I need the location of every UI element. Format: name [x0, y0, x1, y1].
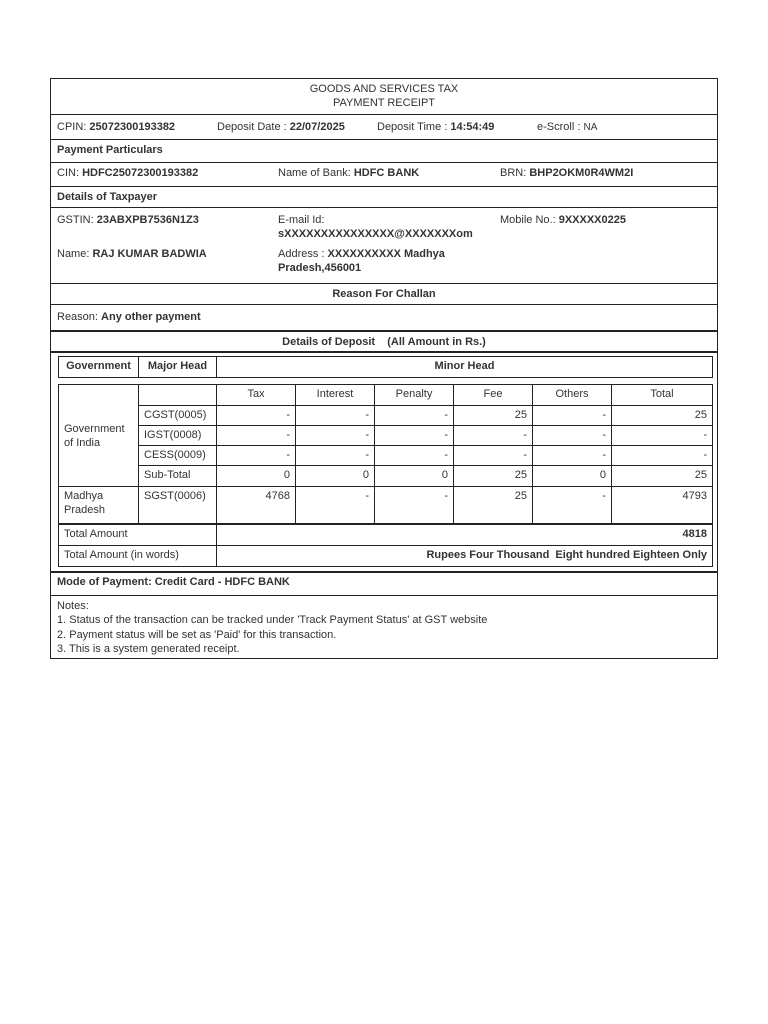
reason-label: Reason:	[57, 311, 98, 323]
total-amount-label: Total Amount	[59, 525, 217, 546]
bank-field	[278, 166, 419, 180]
cess-tax: -	[217, 446, 296, 466]
group1-line2: of India	[64, 437, 101, 449]
subcol-others: Others	[533, 385, 612, 406]
deposit-header-table	[58, 356, 713, 378]
cess-interest: -	[296, 446, 375, 466]
deposit-heading: Details of Deposit (All Amount in Rs.)	[282, 336, 486, 348]
challan-heading: Reason For Challan	[332, 288, 436, 300]
reason-field	[57, 310, 201, 324]
igst-interest: -	[296, 426, 375, 446]
brn-field	[500, 166, 633, 180]
subtotal-total: 25	[612, 466, 712, 487]
subcol-penalty: Penalty	[375, 385, 454, 406]
name-field	[57, 247, 207, 261]
escroll-field	[537, 120, 597, 135]
cin-value: HDFC25072300193382	[82, 167, 199, 179]
col-major-head: Major Head	[139, 357, 217, 377]
sgst-interest: -	[296, 487, 375, 523]
igst-others: -	[533, 426, 612, 446]
deposit-time-value: 14:54:49	[450, 121, 495, 133]
name-value: RAJ KUMAR BADWIA	[92, 248, 207, 260]
sgst-tax: 4768	[217, 487, 296, 523]
brn-value: BHP2OKM0R4WM2I	[529, 167, 634, 179]
taxpayer-heading: Details of Taxpayer	[57, 191, 158, 203]
name-label: Name:	[57, 248, 90, 260]
cgst-total: 25	[612, 406, 712, 426]
address-label: Address :	[278, 248, 325, 260]
note-item-1: 1. Status of the transaction can be tracked under 'Track Payment Status' at GST website	[57, 614, 488, 626]
subtotal-others: 0	[533, 466, 612, 487]
mode-label: Mode of Payment:	[57, 576, 152, 588]
igst-tax: -	[217, 426, 296, 446]
deposit-date-label: Deposit Date :	[217, 121, 287, 133]
brn-label: BRN:	[500, 167, 527, 179]
notes-heading: Notes:	[57, 600, 89, 612]
gstin-field	[57, 213, 199, 227]
cpin-field	[57, 120, 175, 134]
payment-particulars-heading: Payment Particulars	[57, 144, 163, 156]
group-madhya-pradesh	[59, 487, 139, 523]
subcol-tax: Tax	[217, 385, 296, 406]
subcol-fee: Fee	[454, 385, 533, 406]
gstin-label: GSTIN:	[57, 214, 94, 226]
group2-line1: Madhya	[64, 490, 104, 502]
cin-field	[57, 166, 198, 180]
cgst-others: -	[533, 406, 612, 426]
deposit-date-value: 22/07/2025	[289, 121, 345, 133]
address-line1: XXXXXXXXXX Madhya	[327, 248, 445, 260]
head-subtotal: Sub-Total	[139, 466, 217, 487]
escroll-value: NA	[583, 122, 598, 133]
address-field	[278, 247, 445, 261]
subtotal-interest: 0	[296, 466, 375, 487]
mobile-value: 9XXXXX0225	[558, 214, 626, 226]
gstin-value: 23ABXPB7536N1Z3	[96, 214, 199, 226]
deposit-time-field	[377, 120, 494, 134]
subtotal-tax: 0	[217, 466, 296, 487]
sgst-total: 4793	[682, 490, 707, 502]
sgst-fee: 25	[454, 487, 533, 523]
cess-total: -	[612, 446, 712, 466]
address-line2: Pradesh,456001	[278, 262, 362, 274]
head-cess: CESS(0009)	[139, 446, 217, 466]
cgst-penalty: -	[375, 406, 454, 426]
sgst-others: -	[533, 487, 612, 523]
mode-value: Credit Card - HDFC BANK	[154, 576, 290, 588]
total-words-label: Total Amount (in words)	[59, 546, 217, 566]
note-item-3: 3. This is a system generated receipt.	[57, 643, 240, 655]
escroll-label: e-Scroll :	[537, 121, 581, 133]
blank-cell	[59, 385, 139, 406]
cgst-tax: -	[217, 406, 296, 426]
totals-table	[58, 524, 713, 567]
cpin-label: CPIN:	[57, 121, 87, 133]
receipt-title: GOODS AND SERVICES TAX	[309, 83, 459, 95]
subcol-interest: Interest	[296, 385, 375, 406]
bank-label: Name of Bank:	[278, 167, 351, 179]
head-igst: IGST(0008)	[139, 426, 217, 446]
total-words-value: Rupees Four Thousand Eight hundred Eighteen Only	[426, 549, 707, 561]
cess-penalty: -	[375, 446, 454, 466]
email-value: sXXXXXXXXXXXXXXX@XXXXXXXom	[278, 228, 473, 240]
reason-value: Any other payment	[101, 311, 201, 323]
col-government: Government	[59, 357, 139, 377]
deposit-date-field	[217, 120, 345, 134]
head-cgst: CGST(0005)	[139, 406, 217, 426]
payment-receipt	[50, 78, 718, 659]
cgst-fee: 25	[454, 406, 533, 426]
head-sgst: SGST(0006)	[139, 487, 217, 523]
receipt-subtitle: PAYMENT RECEIPT	[332, 97, 436, 109]
deposit-table	[58, 384, 713, 524]
mobile-field	[500, 213, 626, 227]
note-item-2: 2. Payment status will be set as 'Paid' for this transaction.	[57, 629, 337, 641]
mobile-label: Mobile No.:	[500, 214, 556, 226]
igst-fee: -	[454, 426, 533, 446]
group1-line1: Government	[64, 423, 125, 435]
igst-total: -	[612, 426, 712, 446]
total-amount-value: 4818	[217, 525, 712, 546]
cess-others: -	[533, 446, 612, 466]
cin-label: CIN:	[57, 167, 79, 179]
subtotal-fee: 25	[454, 466, 533, 487]
bank-value: HDFC BANK	[353, 167, 420, 179]
col-minor-head: Minor Head	[434, 360, 495, 372]
subcol-total: Total	[612, 385, 712, 406]
sgst-penalty: -	[375, 487, 454, 523]
cgst-interest: -	[296, 406, 375, 426]
deposit-time-label: Deposit Time :	[377, 121, 448, 133]
blank-cell	[139, 385, 217, 406]
group2-line2: Pradesh	[64, 504, 105, 516]
igst-penalty: -	[375, 426, 454, 446]
group-government-of-india	[59, 406, 139, 487]
mode-of-payment	[57, 575, 290, 589]
email-label: E-mail Id:	[278, 214, 325, 226]
cess-fee: -	[454, 446, 533, 466]
subtotal-penalty: 0	[375, 466, 454, 487]
cpin-value: 25072300193382	[89, 121, 176, 133]
